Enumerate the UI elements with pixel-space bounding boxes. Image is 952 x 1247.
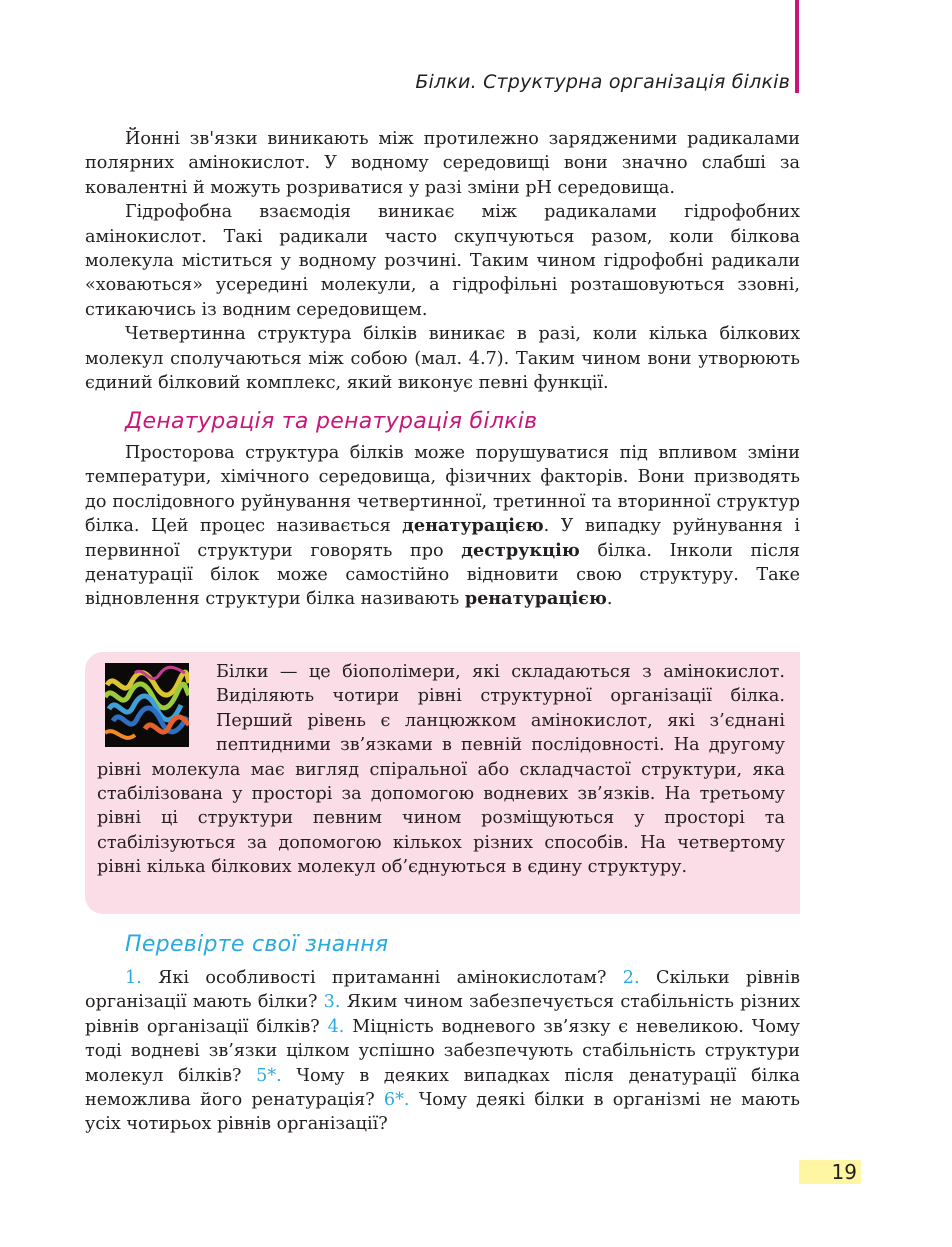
paragraph-denaturation xyxy=(85,441,800,612)
question-number-5: 5*. xyxy=(256,1065,282,1086)
question-number-4: 4. xyxy=(327,1016,345,1037)
questions-paragraph xyxy=(85,966,800,1137)
summary-text-block xyxy=(97,660,785,880)
question-6: Чому деякі білки в організмі не мають усіх чотирьох рівнів організації? xyxy=(85,1090,800,1135)
text-run: Просторова структура білків може порушуватися під впливом зміни температури, хімічного середовища, фізичних факторів. Вони призводять до послідовного руйнування четвертинної, третинної та вторинної структур білка. Цей процес називається xyxy=(85,443,800,537)
question-number-6: 6*. xyxy=(383,1090,410,1111)
text-run: . У випадку руйнування і первинної структури говорять про xyxy=(85,516,800,561)
question-number-3: 3. xyxy=(323,992,341,1013)
body-section-denaturation xyxy=(85,441,800,612)
term-denaturation: денатурацією xyxy=(402,515,544,537)
text-run: . xyxy=(606,589,613,610)
question-5: Чому в деяких випадках після денатурації білка неможлива його ренатурація? xyxy=(85,1065,801,1111)
question-3: Яким чином забезпечується стабільність різних рівнів організації білків? xyxy=(85,992,800,1037)
header-accent-bar xyxy=(795,0,799,93)
paragraph-hydrophobic: Гідрофобна взаємодія виникає між радикалами гідрофобних амінокислот. Такі радикали часто скупчуються разом, коли білкова молекула міститься у водному розчині. Таким чином гідрофобні радикали «ховаються» усередині молекули, а гідрофільні розташовуються ззовні, стикаючись із водним середовищем. xyxy=(85,202,800,320)
term-destruction: деструкцію xyxy=(461,539,580,561)
heading-denaturation: Денатурація та ренатурація білків xyxy=(125,409,538,434)
question-1: Які особливості притаманні амінокислотам? xyxy=(141,968,623,988)
question-number-1: 1. xyxy=(125,968,142,988)
body-section-bonds xyxy=(85,127,800,395)
heading-check-knowledge: Перевірте свої знання xyxy=(125,932,389,957)
question-2: Скільки рівнів організації мають білки? xyxy=(85,968,800,1013)
question-number-2: 2. xyxy=(622,968,640,988)
running-title: Білки. Структурна організація білків xyxy=(415,71,790,93)
paragraph-ionic-bonds: Йонні зв'язки виникають між протилежно зарядженими радикалами полярних амінокислот. У водному середовищі вони значно слабші за ковалентні й можуть розриватися у разі зміни pH середовища. xyxy=(85,129,800,198)
summary-text: Білки — це біополімери, які складаються з амінокислот. Виділяють чотири рівні структурної організації білка. Перший рівень є ланцюжком амінокислот, які з’єднані пептидними зв’язками в певній послідовності. На другому рівні молекула має вигляд спіральної або складчастої структури, яка стабілізована у просторі за допомогою водневих зв’язків. На третьому рівні ці структури певним чином розміщуються у просторі та стабілізуються за допомогою кількох різних способів. На четвертому рівні кілька білкових молекул об’єднуються в єдину структуру. xyxy=(97,662,785,878)
term-renaturation: ренатурацією xyxy=(464,588,607,610)
question-4: Міцність водневого зв’язку є невеликою. Чому тоді водневі зв’язки цілком успішно забезпечують стабільність структури молекул білків? xyxy=(85,1016,800,1086)
text-run: білка. Інколи після денатурації білок може самостійно відновити свою структуру. Таке відновлення структури білка називають xyxy=(85,540,800,610)
paragraph-quaternary: Четвертинна структура білків виникає в разі, коли кілька білкових молекул сполучаються між собою (мал. 4.7). Таким чином вони утворюють єдиний білковий комплекс, який виконує певні функції. xyxy=(85,324,800,394)
questions-block xyxy=(85,966,800,1137)
protein-structure-image xyxy=(105,663,189,747)
page-number: 19 xyxy=(831,1160,857,1184)
